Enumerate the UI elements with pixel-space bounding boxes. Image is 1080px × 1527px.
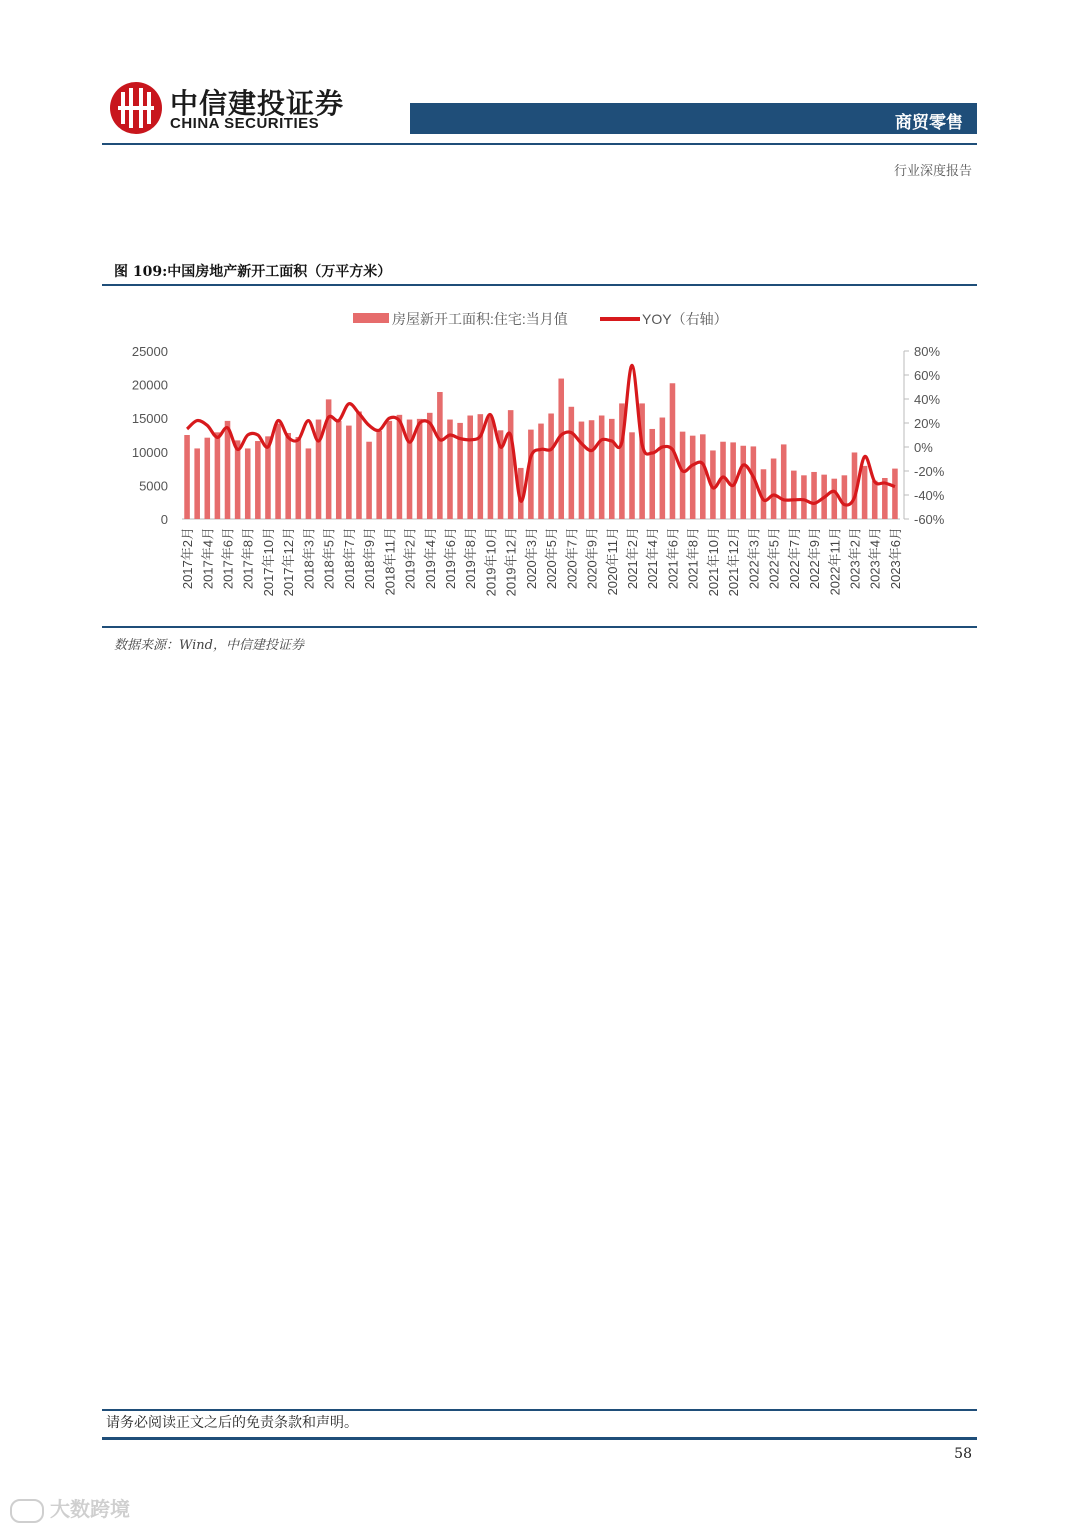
bar [336, 421, 342, 519]
x-tick-label: 2017年4月 [200, 527, 216, 590]
bar [862, 466, 868, 519]
x-tick-label: 2020年5月 [544, 527, 560, 590]
x-tick-label: 2022年7月 [786, 527, 802, 590]
x-tick-label: 2023年2月 [847, 527, 863, 590]
bar [569, 407, 575, 519]
sector-label: 商贸零售 [895, 113, 963, 133]
footer-rule-top [102, 1409, 977, 1411]
x-tick-label: 2021年10月 [705, 527, 721, 597]
y-left-tick-label: 15000 [131, 411, 168, 427]
bar [488, 417, 494, 519]
bar [437, 392, 443, 519]
disclaimer: 请务必阅读正文之后的免责条款和声明。 [106, 1415, 358, 1431]
x-tick-label: 2019年8月 [463, 527, 479, 590]
legend-label-line: YOY（右轴） [642, 311, 728, 327]
bar [892, 469, 898, 519]
x-tick-label: 2021年6月 [665, 527, 681, 590]
bar [306, 448, 312, 519]
x-tick-label: 2019年2月 [402, 527, 418, 590]
header-rule [102, 143, 977, 145]
source-rule [102, 626, 977, 628]
bar [781, 444, 787, 519]
y-right-tick-label: 40% [914, 392, 941, 407]
x-tick-label: 2020年9月 [584, 527, 600, 590]
bar [629, 432, 635, 519]
bar [184, 435, 190, 519]
x-tick-label: 2020年11月 [604, 527, 620, 596]
x-tick-label: 2018年9月 [362, 527, 378, 590]
bar [660, 418, 666, 519]
y-left-tick-label: 10000 [131, 444, 168, 460]
bar [831, 479, 837, 519]
bar [467, 416, 473, 519]
bar [579, 422, 585, 519]
bar [205, 438, 211, 519]
page-number: 58 [954, 1446, 972, 1462]
x-tick-label: 2023年4月 [867, 527, 883, 590]
x-tick-label: 2017年8月 [240, 527, 256, 590]
y-right-axis [904, 344, 945, 527]
x-tick-label: 2022年5月 [766, 527, 782, 590]
x-tick-label: 2021年4月 [645, 527, 661, 590]
watermark-text: 大数跨境 [50, 1497, 130, 1521]
bar [245, 448, 251, 519]
x-tick-label: 2020年7月 [564, 527, 580, 590]
bar [417, 419, 423, 519]
bar [811, 472, 817, 519]
bar [791, 471, 797, 519]
y-right-tick-label: 60% [914, 368, 941, 383]
watermark [10, 1493, 130, 1523]
bar [690, 436, 696, 519]
bar [842, 475, 848, 519]
x-tick-label: 2017年10月 [260, 527, 276, 597]
bar [599, 416, 605, 519]
bar [366, 442, 372, 519]
x-tick-label: 2017年2月 [180, 527, 196, 590]
data-source: 数据来源：Wind，中信建投证券 [114, 638, 304, 653]
y-right-tick-label: 0% [914, 440, 933, 455]
bar [235, 440, 241, 519]
bar [215, 432, 221, 519]
bar [296, 437, 302, 519]
bar [397, 415, 403, 519]
bar [225, 421, 231, 519]
bar [285, 433, 291, 519]
bar [548, 413, 554, 519]
bar [528, 430, 534, 519]
x-tick-label: 2022年9月 [807, 527, 823, 590]
x-tick-label: 2018年5月 [321, 527, 337, 590]
legend-label-bar: 房屋新开工面积:住宅:当月值 [392, 311, 568, 327]
y-right-tick-label: 80% [914, 344, 941, 359]
legend-swatch-bar [353, 313, 389, 323]
x-tick-label: 2018年11月 [382, 527, 398, 596]
x-tick-label: 2023年6月 [887, 527, 903, 590]
bar [680, 432, 686, 519]
housing-starts-chart [102, 296, 977, 616]
y-right-tick-label: -40% [914, 488, 945, 503]
bar [255, 441, 261, 519]
x-tick-label: 2017年12月 [281, 527, 297, 597]
bar [771, 459, 777, 519]
y-right-tick-label: 20% [914, 416, 941, 431]
y-left-tick-label: 20000 [131, 377, 168, 393]
y-left-tick-label: 5000 [139, 478, 168, 494]
bar [872, 481, 878, 519]
x-tick-label: 2019年6月 [442, 527, 458, 590]
x-tick-label: 2021年2月 [625, 527, 641, 590]
y-right-tick-label: -20% [914, 464, 945, 479]
x-tick-label: 2018年3月 [301, 527, 317, 590]
x-tick-label: 2019年10月 [483, 527, 499, 597]
x-axis [180, 527, 903, 596]
bar [538, 424, 544, 519]
y-left-tick-label: 25000 [131, 344, 168, 359]
bar [376, 431, 382, 519]
bar [609, 419, 615, 519]
report-type: 行业深度报告 [893, 164, 972, 179]
figure-title: 图 109:中国房地产新开工面积（万平方米） [114, 264, 392, 280]
bar [558, 379, 564, 519]
x-tick-label: 2019年12月 [503, 527, 519, 597]
bar [407, 420, 413, 519]
bar [740, 446, 746, 519]
citic-logo-icon [108, 80, 164, 136]
sector-banner [410, 103, 977, 134]
bar [387, 421, 393, 519]
y-left-tick-label: 0 [160, 512, 168, 527]
x-tick-label: 2022年3月 [746, 527, 762, 590]
bar [356, 411, 362, 519]
chat-bubble-icon [10, 1499, 44, 1523]
y-right-tick-label: -60% [914, 512, 945, 527]
bar [589, 420, 595, 519]
x-tick-label: 2019年4月 [422, 527, 438, 590]
x-tick-label: 2022年11月 [827, 527, 843, 596]
bar [508, 410, 514, 519]
bar [801, 475, 807, 519]
x-tick-label: 2021年12月 [726, 527, 742, 597]
figure-rule [102, 284, 977, 286]
footer-rule-bottom [102, 1437, 977, 1440]
x-tick-label: 2021年8月 [685, 527, 701, 590]
x-tick-label: 2018年7月 [341, 527, 357, 590]
x-tick-label: 2020年3月 [523, 527, 539, 590]
bar [700, 434, 706, 519]
bar [194, 448, 200, 519]
bar [649, 429, 655, 519]
brand-name-cn: 中信建投证券 [170, 87, 345, 120]
chart-legend [353, 311, 728, 327]
bar [316, 420, 322, 519]
x-tick-label: 2017年6月 [220, 527, 236, 590]
brand-name-en: CHINA SECURITIES [170, 115, 320, 132]
bar [275, 424, 281, 519]
bar [346, 426, 352, 519]
